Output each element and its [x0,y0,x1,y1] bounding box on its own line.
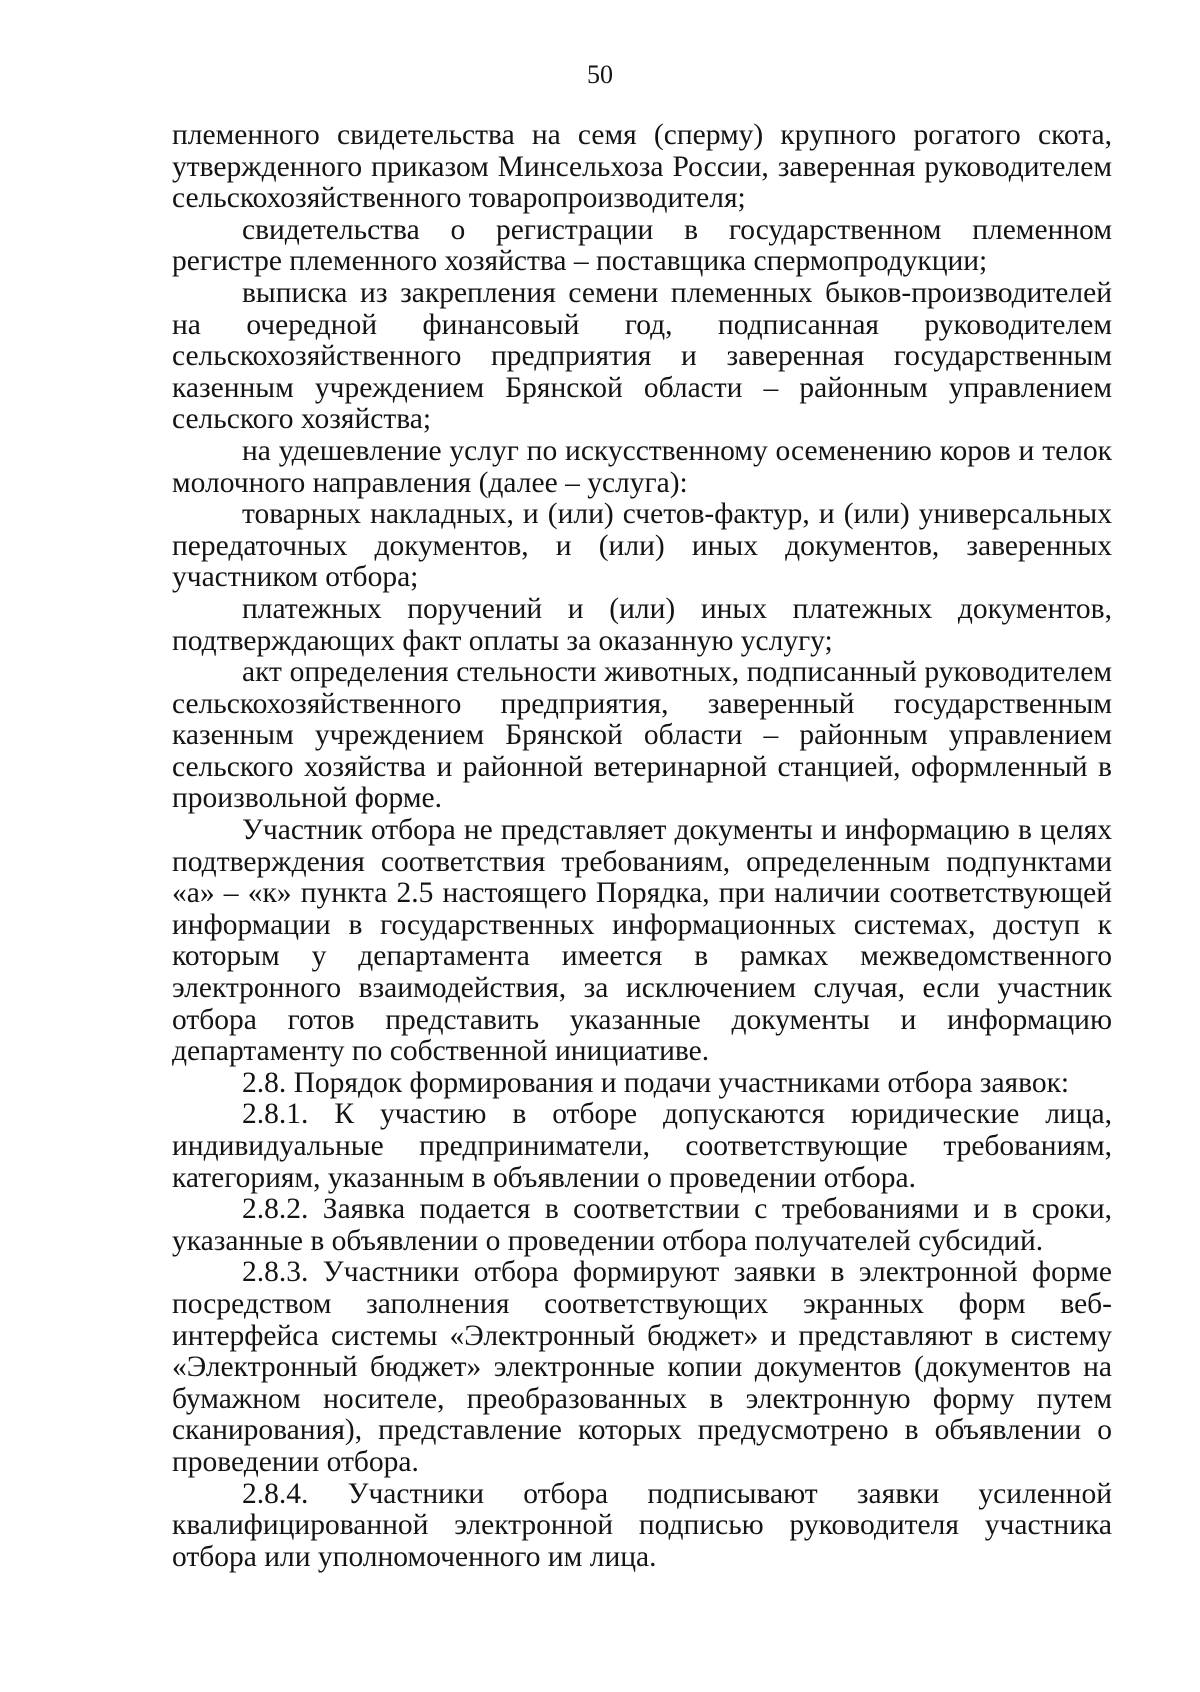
paragraph: товарных накладных, и (или) счетов-фактур, и (или) универсальных передаточных документов, и (или) иных документов, заверенных участником отбора; [172,498,1112,594]
section-heading: 2.8. Порядок формирования и подачи участниками отбора заявок: [242,1066,1070,1099]
page-number: 50 [587,60,613,89]
paragraph: платежных поручений и (или) иных платежных документов, подтверждающих факт оплаты за оказанную услугу; [172,592,1112,657]
paragraph: 2.8.1. К участию в отборе допускаются юридические лица, индивидуальные предприниматели, соответствующие требованиям, категориям, указанным в объявлении о проведении отбора. [172,1098,1112,1194]
paragraph: на удешевление услуг по искусственному осеменению коров и телок молочного направления (далее – услуга): [172,434,1112,499]
paragraph: Участник отбора не представляет документы и информацию в целях подтверждения соответствия требованиям, определенным подпунктами «а» – «к» пункта 2.5 настоящего Порядка, при наличии соответствующей информации в государственных информационных системах, доступ к которым у департамента имеется в рамках межведомственного электронного взаимодействия, за исключением случая, если участник отбора готов представить указанные документы и информацию департаменту по собственной инициативе. [172,814,1112,1068]
paragraph: свидетельства о регистрации в государственном племенном регистре племенного хозяйства – поставщика спермопродукции; [172,213,1112,278]
document-body [172,120,1112,1573]
paragraph: 2.8.2. Заявка подается в соответствии с требованиями и в сроки, указанные в объявлении о проведении отбора получателей субсидий. [172,1193,1112,1257]
paragraph: 2.8.4. Участники отбора подписывают заявки усиленной квалифицированной электронной подписью руководителя участника отбора или уполномоченного им лица. [172,1477,1112,1573]
paragraph: 2.8.3. Участники отбора формируют заявки в электронной форме посредством заполнения соответствующих экранных форм веб-интерфейса системы «Электронный бюджет» и представляют в систему «Электронный бюджет» электронные копии документов (документов на бумажном носителе, преобразованных в электронную форму путем сканирования), представление которых предусмотрено в объявлении о проведении отбора. [172,1256,1112,1478]
paragraph: выписка из закрепления семени племенных быков-производителей на очередной финансовый год, подписанная руководителем сельскохозяйственного предприятия и заверенная государственным казенным учреждением Брянской области – районным управлением сельского хозяйства; [172,276,1112,436]
paragraph: племенного свидетельства на семя (сперму) крупного рогатого скота, утвержденного приказом Минсельхоза России, заверенная руководителем сельскохозяйственного товаропроизводителя; [172,119,1112,215]
paragraph: акт определения стельности животных, подписанный руководителем сельскохозяйственного предприятия, заверенный государственным казенным учреждением Брянской области – районным управлением сельского хозяйства и районной ветеринарной станцией, оформленный в произвольной форме. [172,656,1112,815]
